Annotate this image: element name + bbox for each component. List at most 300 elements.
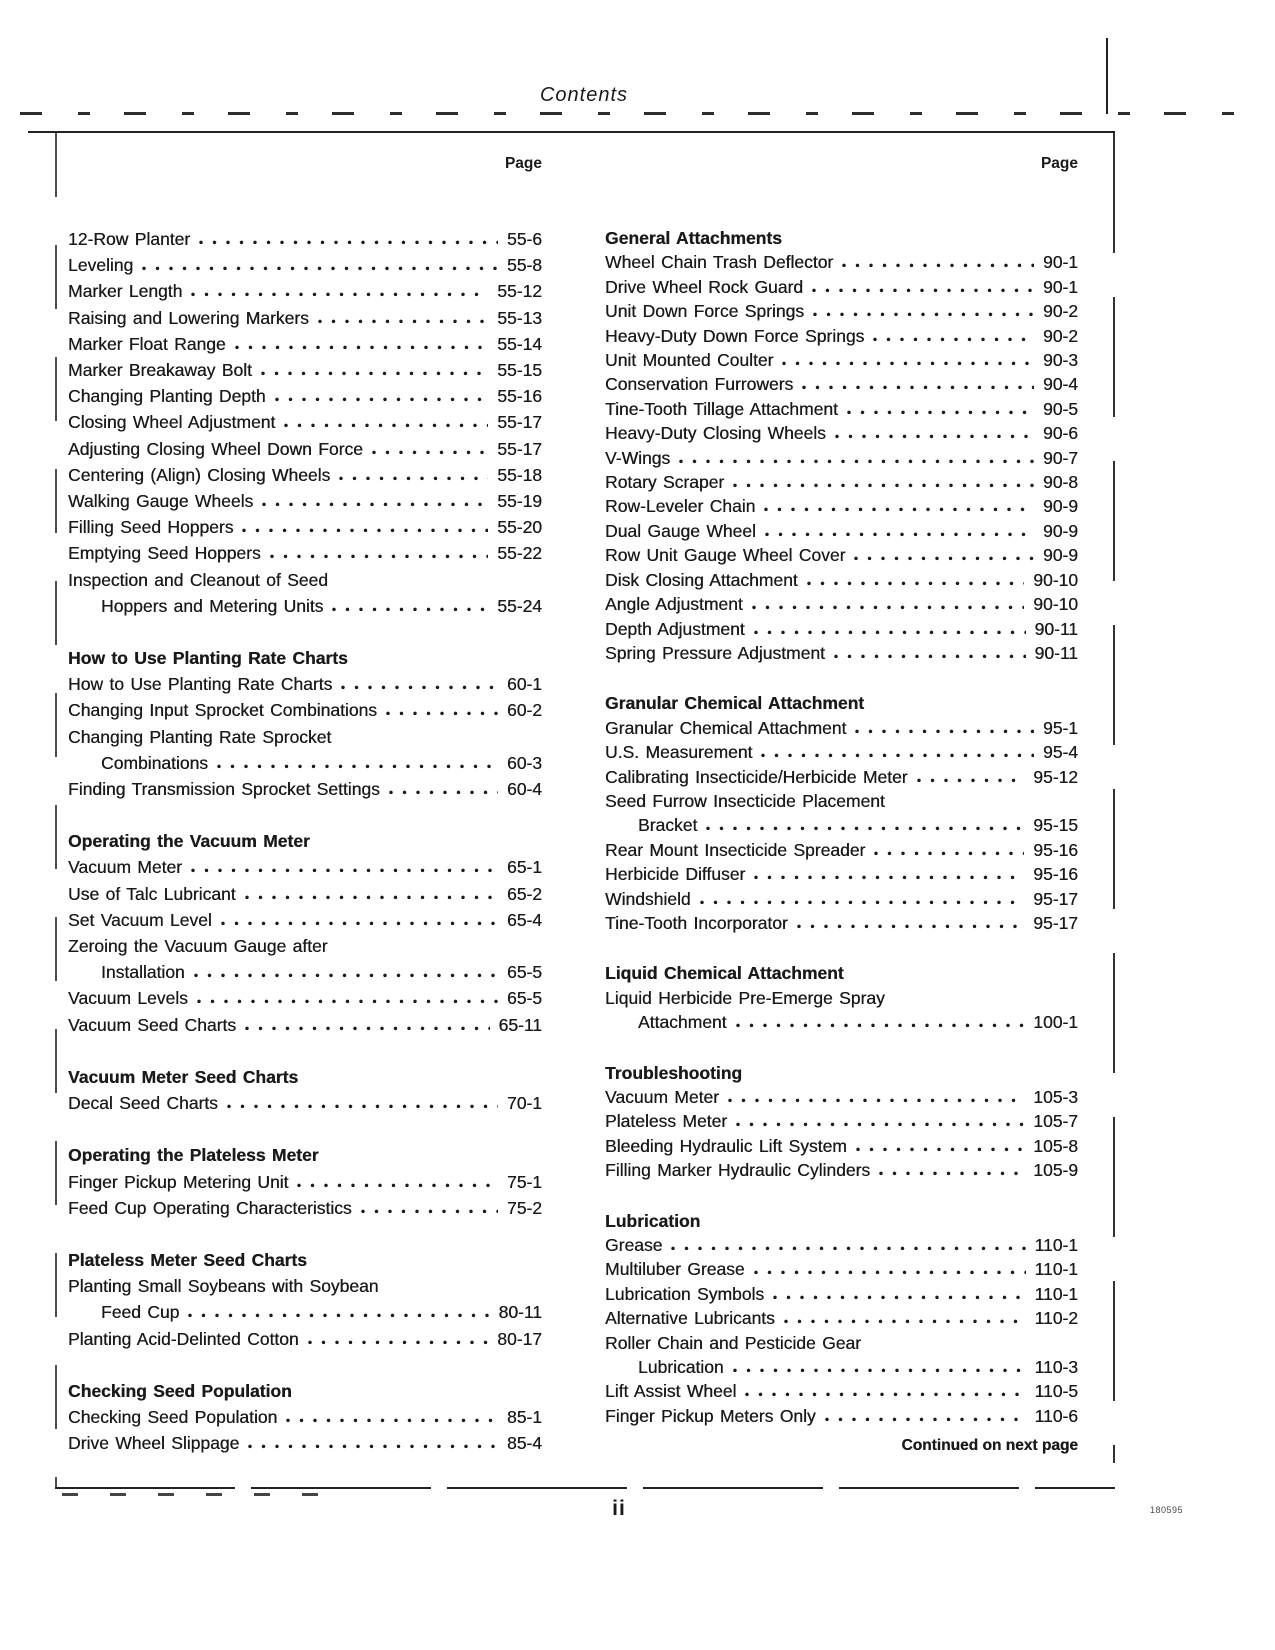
toc-entry-label: Feed Cup — [101, 1302, 180, 1323]
toc-entry — [605, 1379, 1078, 1403]
toc-entry-label: Changing Input Sprocket Combinations — [68, 700, 377, 721]
toc-section-heading — [605, 961, 1078, 985]
toc-page-number: 90-4 — [1042, 374, 1078, 395]
toc-entry-label: Roller Chain and Pesticide Gear — [605, 1332, 861, 1353]
toc-entry-label: Bracket — [638, 815, 698, 836]
dot-leader — [286, 1418, 498, 1423]
toc-entry — [68, 1090, 542, 1116]
toc-entry — [605, 250, 1078, 274]
dot-leader — [807, 581, 1025, 586]
toc-entry-label: Plateless Meter — [605, 1111, 728, 1132]
toc-page-number: 95-16 — [1033, 839, 1078, 860]
toc-page-number: 75-2 — [506, 1197, 542, 1218]
toc-entry — [68, 776, 542, 802]
toc-entry-label: Planting Acid-Delinted Cotton — [68, 1328, 299, 1349]
dot-leader — [706, 826, 1024, 831]
toc-entry — [605, 1331, 1078, 1355]
toc-page-number: 80-17 — [497, 1328, 542, 1349]
toc-page-number: 90-3 — [1042, 350, 1078, 371]
dot-leader — [297, 1183, 498, 1188]
toc-heading-label: Granular Chemical Attachment — [605, 693, 865, 714]
dot-leader — [873, 337, 1034, 342]
toc-entry-label: Set Vacuum Level — [68, 909, 212, 930]
toc-entry-label: Marker Length — [68, 281, 183, 302]
toc-entry-label: Unit Mounted Coulter — [605, 350, 774, 371]
top-dashed-rule — [20, 112, 1256, 115]
toc-entry — [68, 671, 542, 697]
toc-entry-label: Depth Adjustment — [605, 618, 745, 639]
toc-entry-label: Conservation Furrowers — [605, 374, 794, 395]
toc-entry-label: Heavy-Duty Closing Wheels — [605, 423, 826, 444]
dot-leader — [318, 319, 488, 324]
toc-page-number: 65-5 — [506, 962, 542, 983]
toc-entry — [68, 1430, 542, 1456]
dot-leader — [245, 895, 498, 900]
continued-note: Continued on next page — [901, 1437, 1078, 1454]
toc-entry-label: Lubrication — [638, 1357, 724, 1378]
dot-leader — [389, 790, 498, 795]
toc-entry-label: Combinations — [101, 752, 208, 773]
toc-page-number: 105-3 — [1033, 1087, 1078, 1107]
toc-entry-label: Adjusting Closing Wheel Down Force — [68, 438, 363, 459]
page-column-header-right: Page — [1040, 155, 1078, 172]
toc-page-number: 55-17 — [497, 438, 542, 459]
toc-section-heading — [605, 691, 1078, 715]
toc-entry — [68, 854, 542, 880]
toc-entry — [605, 887, 1078, 911]
toc-page-number: 90-8 — [1042, 472, 1078, 493]
toc-page-number: 90-9 — [1042, 520, 1078, 541]
toc-entry-label: Decal Seed Charts — [68, 1093, 218, 1114]
toc-entry — [68, 697, 542, 723]
toc-entry — [68, 1169, 542, 1195]
toc-heading-label: How to Use Planting Rate Charts — [68, 648, 348, 669]
toc-entry-label: Finding Transmission Sprocket Settings — [68, 779, 380, 800]
toc-entry — [605, 1158, 1078, 1182]
toc-entry — [605, 911, 1078, 935]
toc-entry — [68, 1299, 542, 1325]
toc-section-heading — [605, 226, 1078, 250]
toc-entry-label: Filling Seed Hoppers — [68, 517, 234, 538]
toc-entry — [68, 357, 542, 383]
toc-entry-label: Tine-Tooth Incorporator — [605, 912, 788, 933]
toc-entry-label: Drive Wheel Rock Guard — [605, 276, 804, 297]
toc-page-number: 110-1 — [1034, 1283, 1078, 1304]
toc-entry — [605, 275, 1078, 299]
dot-leader — [361, 1209, 498, 1214]
dot-leader — [221, 921, 498, 926]
toc-entry-label: Checking Seed Population — [68, 1406, 278, 1427]
toc-entry-label: Spring Pressure Adjustment — [605, 642, 825, 663]
toc-entry — [68, 1273, 542, 1299]
toc-entry-label: Rotary Scraper — [605, 472, 725, 493]
toc-page-number: 90-2 — [1042, 301, 1078, 322]
toc-page-number: 95-15 — [1033, 815, 1078, 836]
toc-page-number: 70-1 — [506, 1093, 542, 1114]
toc-entry-label: Closing Wheel Adjustment — [68, 412, 276, 433]
toc-entry — [68, 881, 542, 907]
toc-entry-label: Finger Pickup Meters Only — [605, 1405, 816, 1426]
toc-page-number: 110-2 — [1034, 1308, 1078, 1329]
dot-leader — [372, 450, 488, 455]
dot-leader — [855, 729, 1034, 734]
toc-entry — [68, 985, 542, 1011]
toc-entry — [605, 1282, 1078, 1306]
toc-page-number: 100-1 — [1033, 1012, 1078, 1033]
toc-entry — [605, 397, 1078, 421]
toc-page-number: 55-12 — [497, 281, 542, 302]
toc-section-heading — [605, 1209, 1078, 1233]
toc-entry-label: Herbicide Diffuser — [605, 864, 746, 885]
toc-right-column — [605, 226, 1078, 1428]
dot-leader — [812, 288, 1034, 293]
toc-entry — [605, 986, 1078, 1010]
dot-leader — [842, 263, 1034, 268]
toc-page-number: 90-1 — [1042, 276, 1078, 297]
toc-entry — [68, 724, 542, 750]
toc-entry — [605, 1306, 1078, 1330]
dot-leader — [745, 1392, 1025, 1397]
dot-leader — [191, 292, 488, 297]
toc-page-number: 60-3 — [506, 752, 542, 773]
toc-section-heading — [68, 828, 542, 854]
toc-entry-label: Row Unit Gauge Wheel Cover — [605, 545, 846, 566]
toc-entry-label: Walking Gauge Wheels — [68, 491, 254, 512]
toc-entry — [68, 907, 542, 933]
dot-leader — [308, 1340, 489, 1345]
toc-entry-label: Use of Talc Lubricant — [68, 883, 236, 904]
toc-heading-label: Operating the Plateless Meter — [68, 1145, 319, 1166]
dot-leader — [142, 266, 498, 271]
folio-page-number: ii — [612, 1497, 626, 1520]
toc-entry-label: Grease — [605, 1235, 663, 1256]
toc-page-number: 95-17 — [1033, 912, 1078, 933]
toc-page-number: 90-11 — [1034, 642, 1078, 663]
toc-heading-label: Vacuum Meter Seed Charts — [68, 1066, 299, 1087]
dot-leader — [261, 371, 488, 376]
dot-leader — [733, 483, 1034, 488]
toc-entry — [605, 862, 1078, 886]
toc-page-number: 60-2 — [506, 700, 542, 721]
toc-entry — [605, 1404, 1078, 1428]
toc-entry-label: U.S. Measurement — [605, 742, 753, 763]
toc-page-number: 110-3 — [1034, 1357, 1078, 1378]
content-box-border-right — [1113, 133, 1115, 1463]
dot-leader — [834, 654, 1026, 659]
toc-entry-label: Vacuum Levels — [68, 988, 188, 1009]
toc-page-number: 60-4 — [506, 779, 542, 800]
toc-page-number: 110-1 — [1034, 1259, 1078, 1280]
toc-page-number: 60-1 — [506, 674, 542, 695]
toc-entry-label: Calibrating Insecticide/Herbicide Meter — [605, 766, 908, 787]
toc-page-number: 65-4 — [506, 909, 542, 930]
toc-entry-label: Installation — [101, 962, 185, 983]
toc-entry-label: Marker Float Range — [68, 333, 226, 354]
toc-page-number: 55-17 — [497, 412, 542, 433]
toc-page-number: 90-9 — [1042, 545, 1078, 566]
toc-page-number: 75-1 — [506, 1171, 542, 1192]
toc-entry-label: Seed Furrow Insecticide Placement — [605, 790, 885, 811]
toc-entry-label: Changing Planting Depth — [68, 386, 266, 407]
toc-entry-label: 12-Row Planter — [68, 229, 191, 249]
toc-page-number: 95-1 — [1042, 717, 1078, 738]
toc-entry-label: Disk Closing Attachment — [605, 569, 798, 590]
toc-entry — [68, 567, 542, 593]
toc-entry — [605, 716, 1078, 740]
toc-page-number: 65-11 — [498, 1014, 542, 1035]
dot-leader — [879, 1171, 1024, 1176]
toc-entry — [68, 514, 542, 540]
dot-leader — [784, 1319, 1026, 1324]
doc-code: 180595 — [1150, 1505, 1184, 1515]
toc-entry-label: Changing Planting Rate Sprocket — [68, 726, 332, 747]
toc-heading-label: Checking Seed Population — [68, 1380, 292, 1401]
dot-leader — [917, 778, 1025, 783]
toc-page-number: 90-10 — [1033, 594, 1078, 615]
toc-entry-label: Vacuum Seed Charts — [68, 1014, 237, 1035]
toc-entry — [605, 641, 1078, 665]
toc-page-number: 55-18 — [497, 464, 542, 485]
dot-leader — [856, 1147, 1024, 1152]
toc-entry — [605, 1085, 1078, 1109]
dot-leader — [341, 685, 498, 690]
toc-page-number: 55-20 — [497, 517, 542, 538]
dot-leader — [728, 1098, 1024, 1103]
toc-entry-label: Wheel Chain Trash Deflector — [605, 252, 834, 273]
toc-entry — [68, 933, 542, 959]
toc-entry-label: Vacuum Meter — [605, 1087, 719, 1107]
toc-page-number: 110-5 — [1034, 1381, 1078, 1402]
toc-entry-label: Hoppers and Metering Units — [101, 595, 324, 616]
toc-entry — [605, 568, 1078, 592]
toc-entry — [605, 1233, 1078, 1257]
toc-entry — [68, 1326, 542, 1352]
toc-heading-label: Liquid Chemical Attachment — [605, 963, 844, 984]
toc-entry-label: Angle Adjustment — [605, 594, 743, 615]
toc-page-number: 55-8 — [506, 255, 542, 276]
toc-entry — [68, 278, 542, 304]
toc-entry — [68, 1404, 542, 1430]
toc-page-number: 65-5 — [506, 988, 542, 1009]
toc-page-number: 90-9 — [1042, 496, 1078, 517]
dot-leader — [245, 1026, 489, 1031]
toc-entry — [605, 324, 1078, 348]
toc-entry-label: Vacuum Meter — [68, 857, 182, 878]
dot-leader — [733, 1368, 1026, 1373]
toc-entry — [605, 421, 1078, 445]
toc-entry — [605, 494, 1078, 518]
toc-entry-label: Inspection and Cleanout of Seed — [68, 569, 328, 590]
toc-entry-label: Attachment — [638, 1012, 727, 1033]
toc-page-number: 90-5 — [1042, 398, 1078, 419]
dot-leader — [197, 999, 498, 1004]
toc-entry — [605, 1257, 1078, 1281]
dot-leader — [835, 434, 1034, 439]
toc-page-number: 90-1 — [1042, 252, 1078, 273]
toc-entry — [605, 372, 1078, 396]
toc-page-number: 110-6 — [1034, 1405, 1078, 1426]
toc-entry-label: V-Wings — [605, 447, 671, 468]
toc-page-number: 55-19 — [497, 491, 542, 512]
toc-entry — [68, 383, 542, 409]
toc-entry — [68, 488, 542, 514]
toc-entry-label: Planting Small Soybeans with Soybean — [68, 1276, 379, 1297]
toc-entry — [605, 838, 1078, 862]
toc-entry — [605, 789, 1078, 813]
toc-entry-label: Bleeding Hydraulic Lift System — [605, 1135, 847, 1156]
toc-page-number: 65-1 — [506, 857, 542, 878]
toc-entry — [68, 436, 542, 462]
toc-section-heading — [68, 1247, 542, 1273]
toc-entry-label: Granular Chemical Attachment — [605, 717, 847, 738]
toc-entry-label: Row-Leveler Chain — [605, 496, 756, 517]
toc-entry — [605, 446, 1078, 470]
toc-page-number: 90-6 — [1042, 423, 1078, 444]
dot-leader — [332, 607, 488, 612]
dot-leader — [874, 851, 1024, 856]
toc-page-number: 65-2 — [506, 883, 542, 904]
toc-entry-label: Drive Wheel Slippage — [68, 1433, 240, 1454]
toc-page-number: 105-8 — [1033, 1135, 1078, 1156]
toc-entry — [68, 540, 542, 566]
dot-leader — [671, 1246, 1025, 1251]
toc-entry — [605, 1010, 1078, 1034]
dot-leader — [847, 410, 1034, 415]
toc-page-number: 105-9 — [1033, 1160, 1078, 1181]
toc-entry-label: Liquid Herbicide Pre-Emerge Spray — [605, 987, 885, 1008]
toc-entry-label: Filling Marker Hydraulic Cylinders — [605, 1160, 871, 1181]
dot-leader — [262, 502, 488, 507]
dot-leader — [797, 924, 1024, 929]
toc-entry — [605, 470, 1078, 494]
dot-leader — [754, 875, 1024, 880]
toc-section-heading — [68, 1142, 542, 1168]
toc-entry — [68, 593, 542, 619]
dot-leader — [736, 1023, 1025, 1028]
dot-leader — [217, 764, 498, 769]
toc-left-column — [68, 226, 542, 1456]
toc-entry-label: Leveling — [68, 255, 134, 276]
dot-leader — [802, 385, 1034, 390]
content-box-border-bottom — [55, 1487, 1115, 1489]
toc-entry — [605, 1355, 1078, 1379]
toc-entry — [68, 1012, 542, 1038]
toc-page-number: 95-4 — [1042, 742, 1078, 763]
toc-entry — [605, 765, 1078, 789]
toc-page-number: 95-16 — [1033, 864, 1078, 885]
toc-heading-label: Troubleshooting — [605, 1062, 743, 1083]
toc-entry — [68, 959, 542, 985]
toc-entry-label: Alternative Lubricants — [605, 1308, 775, 1329]
toc-entry — [605, 617, 1078, 641]
dot-leader — [765, 532, 1034, 537]
toc-entry — [605, 519, 1078, 543]
toc-entry-label: Rear Mount Insecticide Spreader — [605, 839, 866, 860]
toc-entry-label: Unit Down Force Springs — [605, 301, 805, 322]
content-box-border-top — [28, 131, 1115, 133]
toc-entry — [68, 750, 542, 776]
toc-page-number: 90-2 — [1042, 325, 1078, 346]
dot-leader — [761, 753, 1034, 758]
toc-entry-label: Centering (Align) Closing Wheels — [68, 464, 331, 485]
page-column-header-left: Page — [504, 155, 542, 172]
toc-page-number: 90-11 — [1034, 618, 1078, 639]
toc-entry — [605, 348, 1078, 372]
toc-entry-label: Finger Pickup Metering Unit — [68, 1171, 289, 1192]
toc-entry-label: Lubrication Symbols — [605, 1283, 765, 1304]
page-title: Contents — [539, 84, 629, 106]
dot-leader — [752, 605, 1025, 610]
toc-page-number: 55-15 — [497, 360, 542, 381]
toc-entry-label: Feed Cup Operating Characteristics — [68, 1197, 352, 1218]
toc-section-heading — [68, 1064, 542, 1090]
toc-entry-label: Emptying Seed Hoppers — [68, 543, 261, 564]
dot-leader — [275, 397, 489, 402]
toc-heading-label: Plateless Meter Seed Charts — [68, 1249, 307, 1270]
dot-leader — [188, 1313, 489, 1318]
toc-page-number: 85-4 — [506, 1433, 542, 1454]
toc-entry — [605, 299, 1078, 323]
toc-page-number: 55-24 — [497, 595, 542, 616]
toc-page-number: 55-16 — [497, 386, 542, 407]
toc-page-number: 55-22 — [497, 543, 542, 564]
toc-entry — [605, 740, 1078, 764]
toc-entry-label: Tine-Tooth Tillage Attachment — [605, 398, 838, 419]
toc-entry-label: Multiluber Grease — [605, 1259, 745, 1280]
dot-leader — [227, 1104, 498, 1109]
toc-page-number: 90-7 — [1042, 447, 1078, 468]
toc-entry — [68, 462, 542, 488]
toc-entry — [68, 331, 542, 357]
toc-page-number: 80-11 — [498, 1302, 542, 1323]
dot-leader — [754, 1270, 1026, 1275]
dot-leader — [764, 507, 1034, 512]
dot-leader — [773, 1295, 1025, 1300]
toc-entry — [605, 592, 1078, 616]
toc-entry-label: Dual Gauge Wheel — [605, 520, 756, 541]
toc-entry — [605, 1109, 1078, 1133]
dot-leader — [235, 345, 489, 350]
dot-leader — [284, 423, 488, 428]
dot-leader — [782, 361, 1034, 366]
toc-page-number: 90-10 — [1033, 569, 1078, 590]
dot-leader — [700, 900, 1025, 905]
dot-leader — [813, 312, 1034, 317]
toc-page-number: 55-13 — [497, 307, 542, 328]
toc-page-number: 55-6 — [506, 229, 542, 249]
dot-leader — [339, 476, 488, 481]
toc-section-heading — [68, 645, 542, 671]
toc-entry-label: How to Use Planting Rate Charts — [68, 674, 333, 695]
toc-entry — [68, 305, 542, 331]
toc-entry-label: Heavy-Duty Down Force Springs — [605, 325, 865, 346]
dot-leader — [242, 528, 488, 533]
toc-page-number: 95-12 — [1033, 766, 1078, 787]
toc-page-number: 95-17 — [1033, 888, 1078, 909]
toc-entry — [68, 1195, 542, 1221]
toc-heading-label: General Attachments — [605, 228, 782, 248]
toc-page-number: 110-1 — [1034, 1235, 1078, 1256]
toc-entry-label: Raising and Lowering Markers — [68, 307, 309, 328]
dot-leader — [854, 556, 1034, 561]
toc-section-heading — [605, 1061, 1078, 1085]
toc-entry-label: Windshield — [605, 888, 691, 909]
toc-entry — [605, 1134, 1078, 1158]
toc-entry-label: Lift Assist Wheel — [605, 1381, 737, 1402]
dot-leader — [248, 1444, 498, 1449]
top-right-border-tick — [1106, 38, 1108, 114]
dot-leader — [736, 1122, 1024, 1127]
